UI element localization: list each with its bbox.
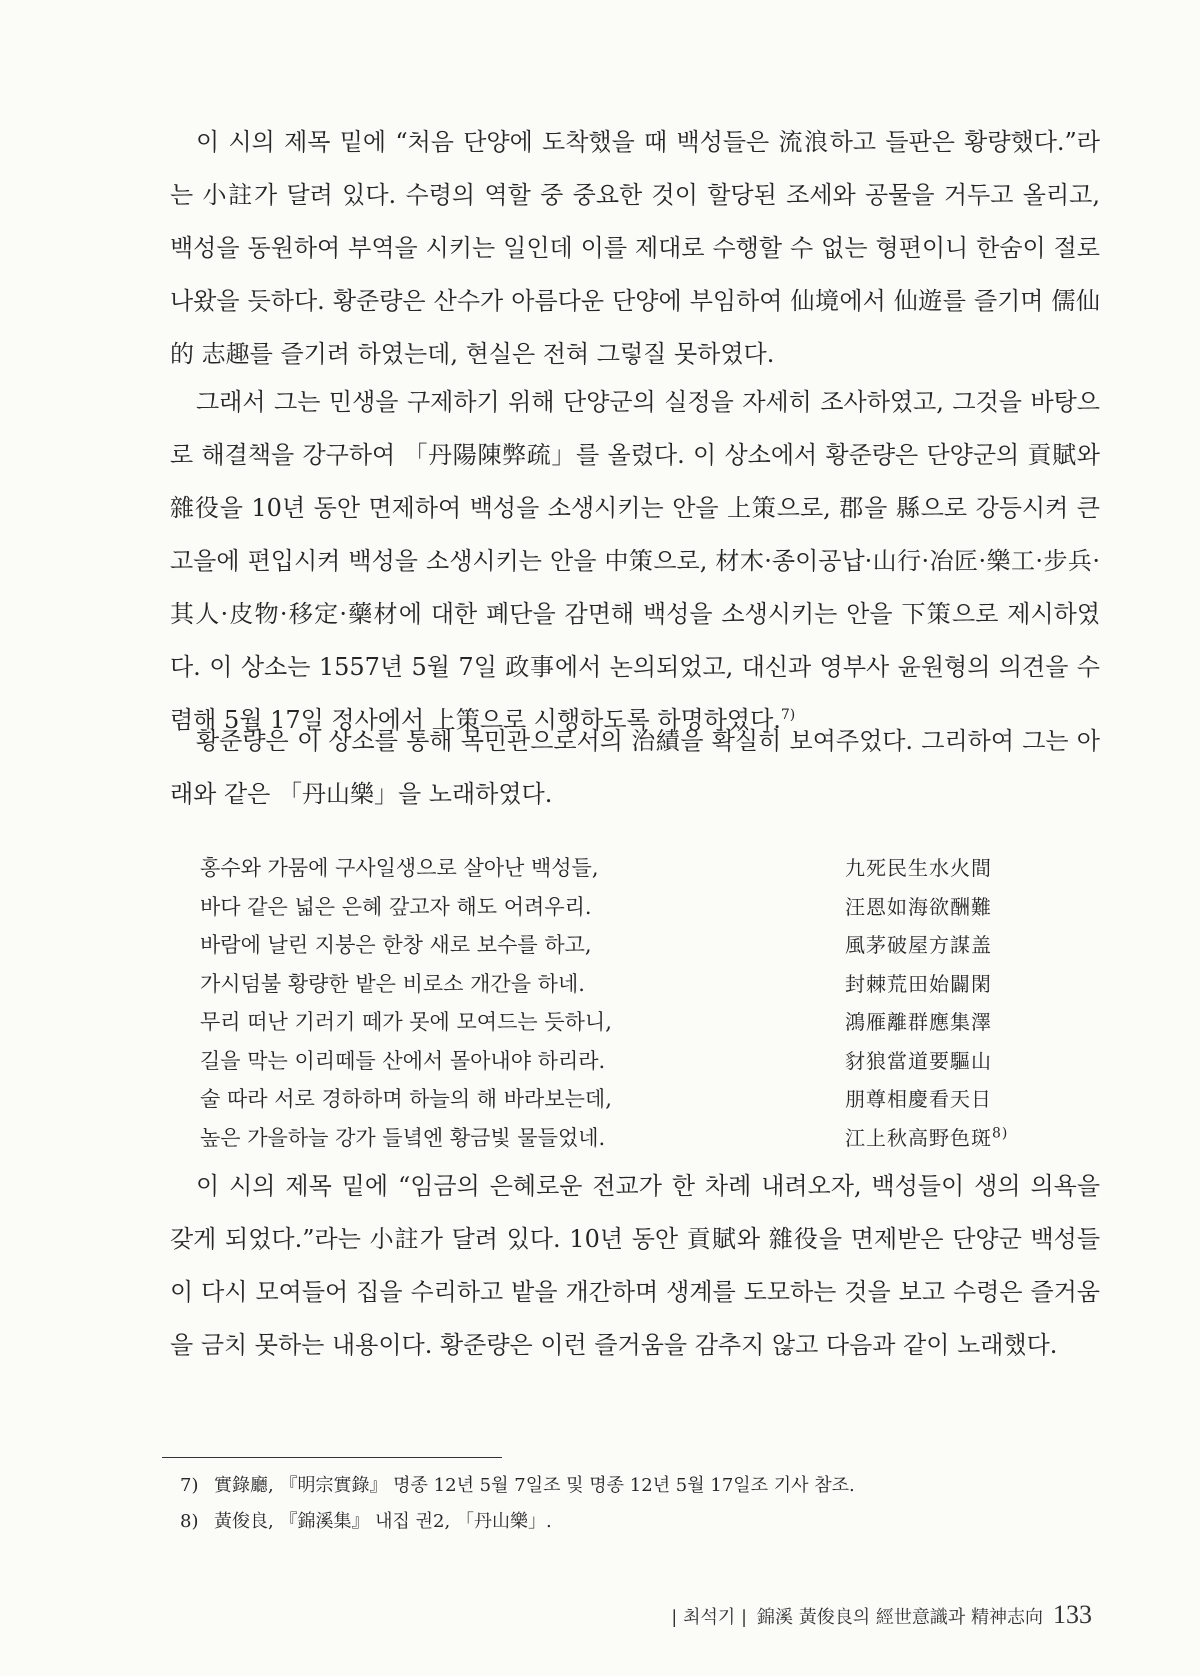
paragraph-2: [170, 376, 1100, 747]
poem-line: [200, 891, 1080, 930]
poem-line-hanja: 風茅破屋方謀盖: [845, 933, 992, 957]
poem-line-korean: 바람에 날린 지붕은 한창 새로 보수를 하고,: [200, 933, 592, 957]
footnote-divider: [162, 1457, 502, 1458]
footnote-text: 黃俊良, 『錦溪集』 내집 권2, 「丹山樂」.: [214, 1511, 552, 1532]
footnote-number: 7): [180, 1475, 199, 1496]
poem-line-korean: 술 따라 서로 경하하며 하늘의 해 바라보는데,: [200, 1087, 612, 1111]
poem-line-hanja: 汪恩如海欲酬難: [845, 894, 992, 919]
poem-line: [200, 1006, 1080, 1045]
paragraph-3: [170, 715, 1100, 821]
paragraph-4-text: 이 시의 제목 밑에 “임금의 은혜로운 전교가 한 차례 내려오자, 백성들이 생의 의욕을 갖게 되었다.”라는 小註가 달려 있다. 10년 동안 貢賦와 雜役을 면제받은 단양군 백성들이 다시 모여들어 집을 수리하고 밭을 개간하며 생계를 도모하는 것을 보고 수령은 즐거움을 금치 못하는 내용이다. 황준량은 이런 즐거움을 감추지 않고 다음과 같이 노래했다.: [170, 1172, 1100, 1359]
poem-line-hanja: 豺狼當道要驅山: [845, 1048, 992, 1073]
footnote-ref-7[interactable]: 7): [780, 707, 796, 723]
running-author: | 최석기 |: [671, 1607, 748, 1628]
poem-line-korean: 가시덤불 황량한 밭은 비로소 개간을 하네.: [200, 971, 585, 996]
running-title: 錦溪 黃俊良의 經世意識과 精神志向: [757, 1607, 1043, 1628]
poem-line-korean: 길을 막는 이리떼들 산에서 몰아내야 하리라.: [200, 1048, 606, 1073]
poem-line: [200, 1045, 1080, 1084]
paragraph-1: [170, 116, 1100, 381]
poem-line-korean: 높은 가을하늘 강가 들녘엔 황금빛 물들었네.: [200, 1125, 606, 1150]
poem-line-hanja: 朋尊相慶看天日: [845, 1087, 992, 1111]
poem-line: [200, 968, 1080, 1007]
paragraph-4: [170, 1160, 1100, 1372]
footnotes: [170, 1468, 1100, 1540]
paragraph-3-text: 황준량은 이 상소를 통해 목민관으로서의 治績을 확실히 보여주었다. 그리하여 그는 아래와 같은 「丹山樂」을 노래하였다.: [170, 727, 1100, 808]
footnote-text: 實錄廳, 『明宗實錄』 명종 12년 5월 7일조 및 명종 12년 5월 17일조 기사 참조.: [214, 1475, 855, 1496]
poem-line-hanja-text: 江上秋高野色斑: [845, 1125, 992, 1150]
footnote-7: [170, 1468, 1100, 1504]
poem-line: [200, 929, 1080, 968]
poem-line-hanja: 九死民生水火間: [845, 856, 992, 880]
page-number: 133: [1053, 1600, 1092, 1629]
poem-line: [200, 1122, 1080, 1161]
poem-danshanak: [200, 852, 1080, 1160]
poem-line-korean: 바다 같은 넓은 은혜 갚고자 해도 어려우리.: [200, 894, 592, 919]
running-footer: [671, 1600, 1092, 1630]
poem-line-hanja: 鴻雁離群應集澤: [845, 1010, 992, 1034]
poem-line-hanja: 封棘荒田始闢閑: [845, 971, 992, 996]
footnote-number: 8): [180, 1511, 199, 1532]
footnote-8: [170, 1504, 1100, 1540]
footnote-ref-8[interactable]: 8): [992, 1124, 1009, 1141]
paragraph-2-text: 그래서 그는 민생을 구제하기 위해 단양군의 실정을 자세히 조사하였고, 그것을 바탕으로 해결책을 강구하여 「丹陽陳弊疏」를 올렸다. 이 상소에서 황준량은 단양군의 貢賦와 雜役을 10년 동안 면제하여 백성을 소생시키는 안을 上策으로, 郡을 縣으로 강등시켜 큰 고을에 편입시켜 백성을 소생시키는 안을 中策으로, 材木·종이공납·山行·冶匠·樂工·步兵·其人·皮物·移定·藥材에 대한 폐단을 감면해 백성을 소생시키는 안을 下策으로 제시하였다. 이 상소는 1557년 5월 7일 政事에서 논의되었고, 대신과 영부사 윤원형의 의견을 수렴해 5월 17일 정사에서 上策으로 시행하도록 하명하였다.: [170, 388, 1100, 734]
poem-line-korean: 홍수와 가뭄에 구사일생으로 살아난 백성들,: [200, 856, 599, 880]
poem-line-hanja: [845, 1122, 1080, 1151]
poem-line: [200, 1083, 1080, 1122]
poem-line: [200, 852, 1080, 891]
paragraph-1-text: 이 시의 제목 밑에 “처음 단양에 도착했을 때 백성들은 流浪하고 들판은 황량했다.”라는 小註가 달려 있다. 수령의 역할 중 중요한 것이 할당된 조세와 공물을 거두고 올리고, 백성을 동원하여 부역을 시키는 일인데 이를 제대로 수행할 수 없는 형편이니 한숨이 절로 나왔을 듯하다. 황준량은 산수가 아름다운 단양에 부임하여 仙境에서 仙遊를 즐기며 儒仙的 志趣를 즐기려 하였는데, 현실은 전혀 그렇질 못하였다.: [170, 128, 1100, 368]
poem-line-korean: 무리 떠난 기러기 떼가 못에 모여드는 듯하니,: [200, 1010, 612, 1034]
